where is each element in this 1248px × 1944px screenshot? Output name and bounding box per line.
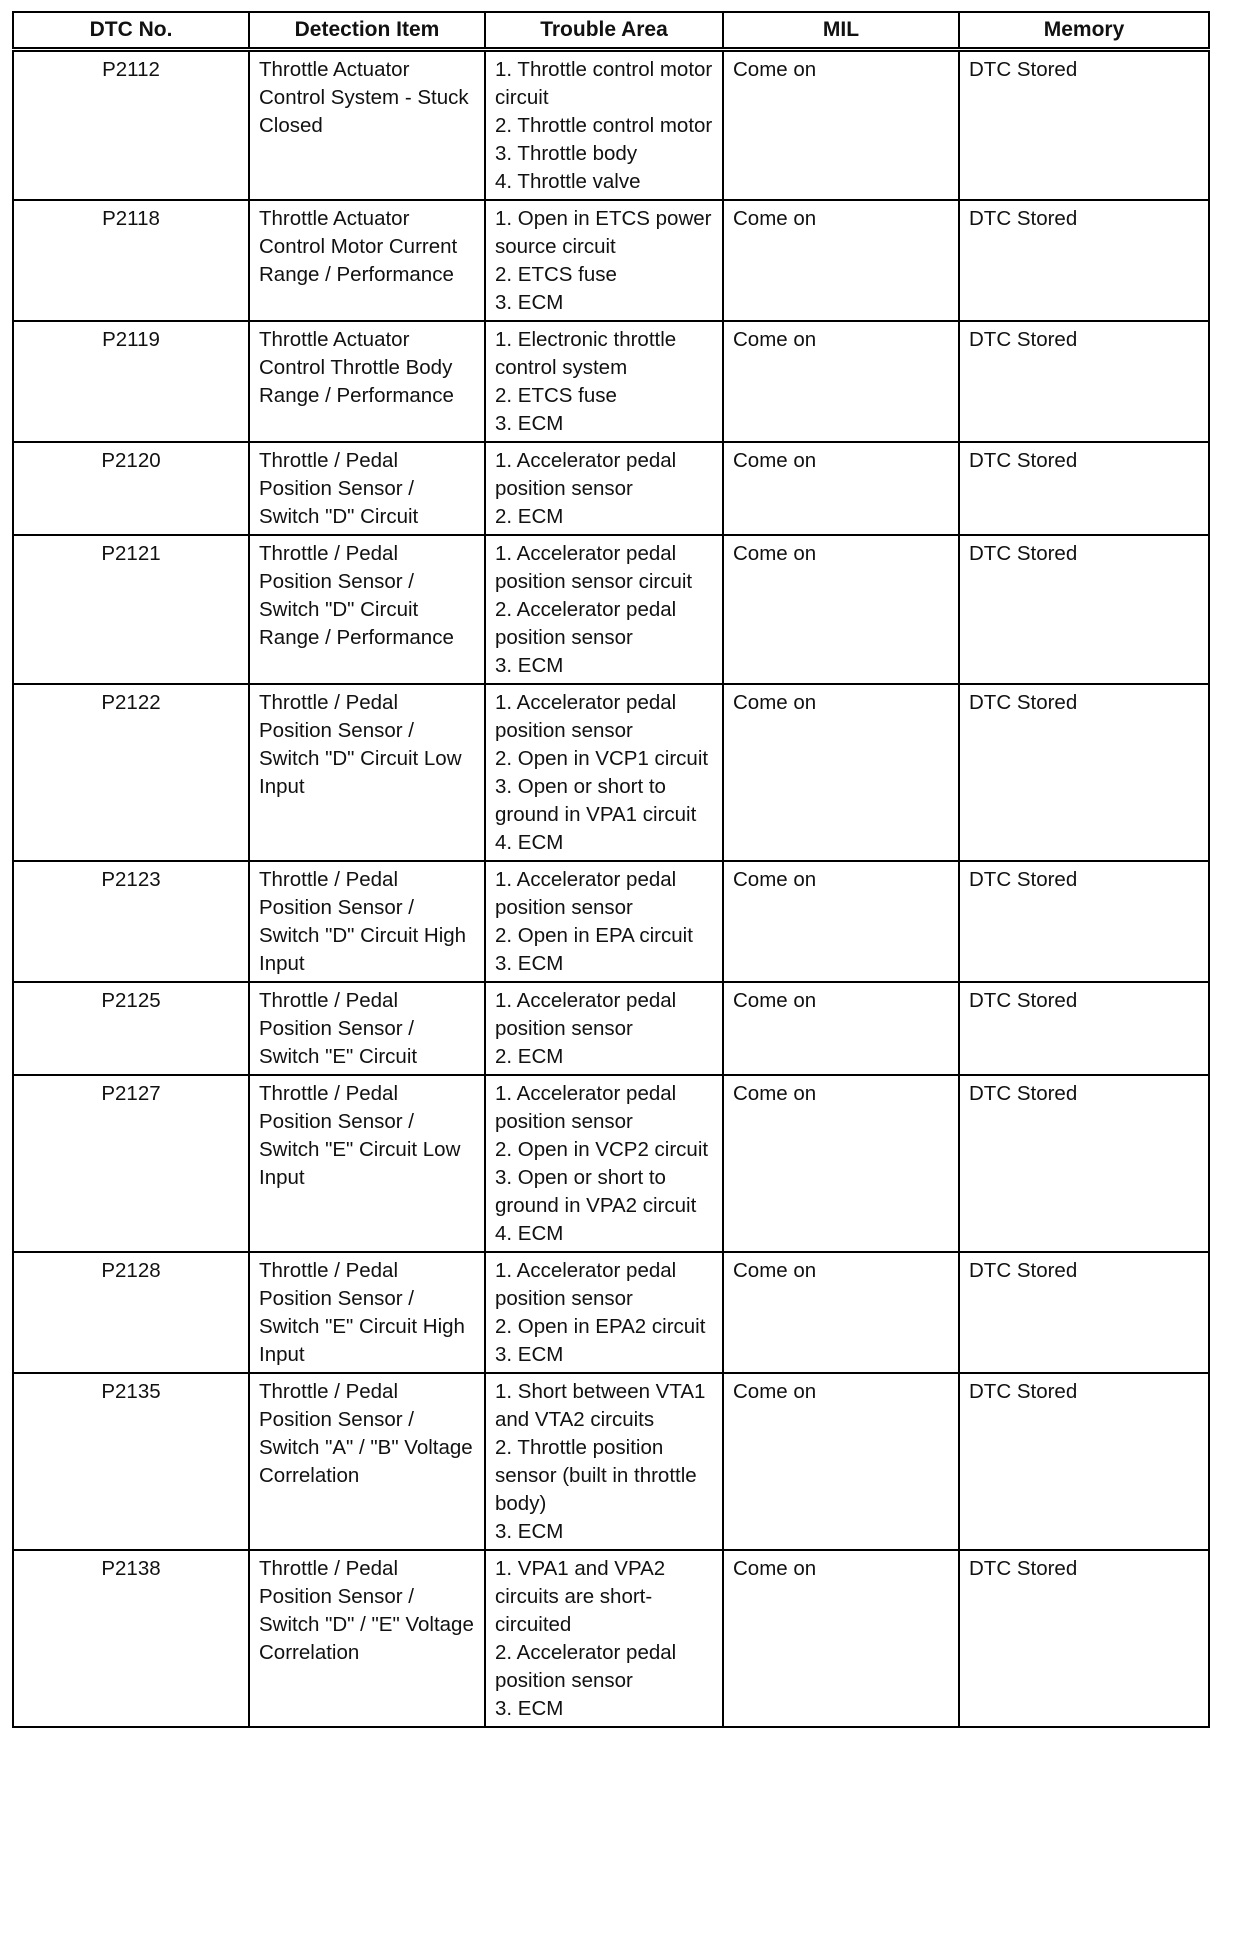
dtc-table <box>12 11 1210 1728</box>
trouble-area-line: 1. Accelerator pedal position sensor circuit <box>495 542 693 593</box>
table-row <box>13 861 1209 982</box>
detection-item-cell: Throttle / Pedal Position Sensor / Switch "E" Circuit Low Input <box>249 1075 485 1252</box>
trouble-area-cell <box>485 535 723 684</box>
trouble-area-line: 1. Open in ETCS power source circuit <box>495 207 712 258</box>
memory-cell: DTC Stored <box>959 200 1209 321</box>
table-row <box>13 1252 1209 1373</box>
trouble-area-line: 3. ECM <box>495 412 564 435</box>
table-row <box>13 982 1209 1075</box>
memory-cell: DTC Stored <box>959 684 1209 861</box>
dtc-code-cell: P2128 <box>13 1252 249 1373</box>
header-memory: Memory <box>959 12 1209 50</box>
memory-cell: DTC Stored <box>959 1373 1209 1550</box>
dtc-code-cell: P2119 <box>13 321 249 442</box>
mil-cell: Come on <box>723 684 959 861</box>
header-dtc-no: DTC No. <box>13 12 249 50</box>
trouble-area-line: 4. ECM <box>495 831 564 854</box>
dtc-code-cell: P2122 <box>13 684 249 861</box>
table-row <box>13 1550 1209 1727</box>
table-header-row <box>13 12 1209 50</box>
trouble-area-line: 1. VPA1 and VPA2 circuits are short-circuited <box>495 1557 666 1636</box>
trouble-area-cell <box>485 1550 723 1727</box>
trouble-area-line: 3. ECM <box>495 654 564 677</box>
trouble-area-line: 2. Open in VCP2 circuit <box>495 1138 709 1161</box>
trouble-area-line: 1. Accelerator pedal position sensor <box>495 449 677 500</box>
dtc-document <box>12 11 1210 1728</box>
trouble-area-cell <box>485 200 723 321</box>
trouble-area-line: 3. ECM <box>495 291 564 314</box>
trouble-area-cell <box>485 442 723 535</box>
memory-cell: DTC Stored <box>959 861 1209 982</box>
mil-cell: Come on <box>723 982 959 1075</box>
memory-cell: DTC Stored <box>959 1550 1209 1727</box>
dtc-code-cell: P2135 <box>13 1373 249 1550</box>
detection-item-cell: Throttle / Pedal Position Sensor / Switch "E" Circuit High Input <box>249 1252 485 1373</box>
detection-item-cell: Throttle / Pedal Position Sensor / Switch "A" / "B" Voltage Correlation <box>249 1373 485 1550</box>
memory-cell: DTC Stored <box>959 535 1209 684</box>
trouble-area-cell <box>485 50 723 201</box>
trouble-area-line: 2. ETCS fuse <box>495 384 617 407</box>
dtc-code-cell: P2112 <box>13 50 249 201</box>
dtc-code-cell: P2138 <box>13 1550 249 1727</box>
detection-item-cell: Throttle Actuator Control Throttle Body Range / Performance <box>249 321 485 442</box>
header-trouble-area: Trouble Area <box>485 12 723 50</box>
trouble-area-line: 2. Accelerator pedal position sensor <box>495 1641 677 1692</box>
trouble-area-line: 3. Throttle body <box>495 142 638 165</box>
table-row <box>13 50 1209 201</box>
trouble-area-line: 2. ETCS fuse <box>495 263 617 286</box>
mil-cell: Come on <box>723 1550 959 1727</box>
dtc-code-cell: P2127 <box>13 1075 249 1252</box>
trouble-area-line: 2. Open in EPA circuit <box>495 924 693 947</box>
mil-cell: Come on <box>723 442 959 535</box>
mil-cell: Come on <box>723 1252 959 1373</box>
trouble-area-line: 1. Electronic throttle control system <box>495 328 677 379</box>
mil-cell: Come on <box>723 861 959 982</box>
memory-cell: DTC Stored <box>959 321 1209 442</box>
mil-cell: Come on <box>723 50 959 201</box>
trouble-area-cell <box>485 1075 723 1252</box>
trouble-area-cell <box>485 861 723 982</box>
trouble-area-cell <box>485 684 723 861</box>
memory-cell: DTC Stored <box>959 982 1209 1075</box>
detection-item-cell: Throttle / Pedal Position Sensor / Switch "D" Circuit Range / Performance <box>249 535 485 684</box>
table-row <box>13 1075 1209 1252</box>
memory-cell: DTC Stored <box>959 50 1209 201</box>
memory-cell: DTC Stored <box>959 1252 1209 1373</box>
detection-item-cell: Throttle / Pedal Position Sensor / Switch "D" / "E" Voltage Correlation <box>249 1550 485 1727</box>
table-row <box>13 442 1209 535</box>
dtc-code-cell: P2125 <box>13 982 249 1075</box>
trouble-area-line: 3. ECM <box>495 1343 564 1366</box>
trouble-area-line: 4. Throttle valve <box>495 170 641 193</box>
trouble-area-line: 1. Short between VTA1 and VTA2 circuits <box>495 1380 706 1431</box>
table-row <box>13 200 1209 321</box>
table-body <box>13 50 1209 1728</box>
trouble-area-line: 1. Accelerator pedal position sensor <box>495 1259 677 1310</box>
mil-cell: Come on <box>723 535 959 684</box>
table-row <box>13 535 1209 684</box>
trouble-area-line: 2. Open in VCP1 circuit <box>495 747 709 770</box>
dtc-code-cell: P2121 <box>13 535 249 684</box>
trouble-area-line: 2. Open in EPA2 circuit <box>495 1315 706 1338</box>
mil-cell: Come on <box>723 321 959 442</box>
mil-cell: Come on <box>723 1373 959 1550</box>
trouble-area-line: 3. Open or short to ground in VPA1 circuit <box>495 775 697 826</box>
detection-item-cell: Throttle Actuator Control Motor Current Range / Performance <box>249 200 485 321</box>
trouble-area-line: 4. ECM <box>495 1222 564 1245</box>
detection-item-cell: Throttle Actuator Control System - Stuck Closed <box>249 50 485 201</box>
detection-item-cell: Throttle / Pedal Position Sensor / Switch "D" Circuit High Input <box>249 861 485 982</box>
header-detection-item: Detection Item <box>249 12 485 50</box>
dtc-code-cell: P2123 <box>13 861 249 982</box>
detection-item-cell: Throttle / Pedal Position Sensor / Switch "D" Circuit Low Input <box>249 684 485 861</box>
trouble-area-line: 2. ECM <box>495 505 564 528</box>
trouble-area-cell <box>485 982 723 1075</box>
detection-item-cell: Throttle / Pedal Position Sensor / Switch "D" Circuit <box>249 442 485 535</box>
table-row <box>13 321 1209 442</box>
dtc-code-cell: P2118 <box>13 200 249 321</box>
trouble-area-line: 2. Accelerator pedal position sensor <box>495 598 677 649</box>
trouble-area-line: 2. ECM <box>495 1045 564 1068</box>
trouble-area-line: 3. ECM <box>495 1520 564 1543</box>
table-row <box>13 1373 1209 1550</box>
trouble-area-line: 2. Throttle control motor <box>495 114 713 137</box>
trouble-area-cell <box>485 1252 723 1373</box>
mil-cell: Come on <box>723 1075 959 1252</box>
trouble-area-line: 1. Accelerator pedal position sensor <box>495 1082 677 1133</box>
detection-item-cell: Throttle / Pedal Position Sensor / Switch "E" Circuit <box>249 982 485 1075</box>
mil-cell: Come on <box>723 200 959 321</box>
memory-cell: DTC Stored <box>959 1075 1209 1252</box>
trouble-area-cell <box>485 321 723 442</box>
trouble-area-line: 2. Throttle position sensor (built in throttle body) <box>495 1436 697 1515</box>
table-row <box>13 684 1209 861</box>
trouble-area-line: 1. Accelerator pedal position sensor <box>495 989 677 1040</box>
trouble-area-line: 1. Accelerator pedal position sensor <box>495 691 677 742</box>
dtc-code-cell: P2120 <box>13 442 249 535</box>
header-mil: MIL <box>723 12 959 50</box>
trouble-area-line: 3. ECM <box>495 952 564 975</box>
memory-cell: DTC Stored <box>959 442 1209 535</box>
trouble-area-cell <box>485 1373 723 1550</box>
trouble-area-line: 1. Accelerator pedal position sensor <box>495 868 677 919</box>
trouble-area-line: 3. ECM <box>495 1697 564 1720</box>
trouble-area-line: 1. Throttle control motor circuit <box>495 58 713 109</box>
trouble-area-line: 3. Open or short to ground in VPA2 circuit <box>495 1166 697 1217</box>
